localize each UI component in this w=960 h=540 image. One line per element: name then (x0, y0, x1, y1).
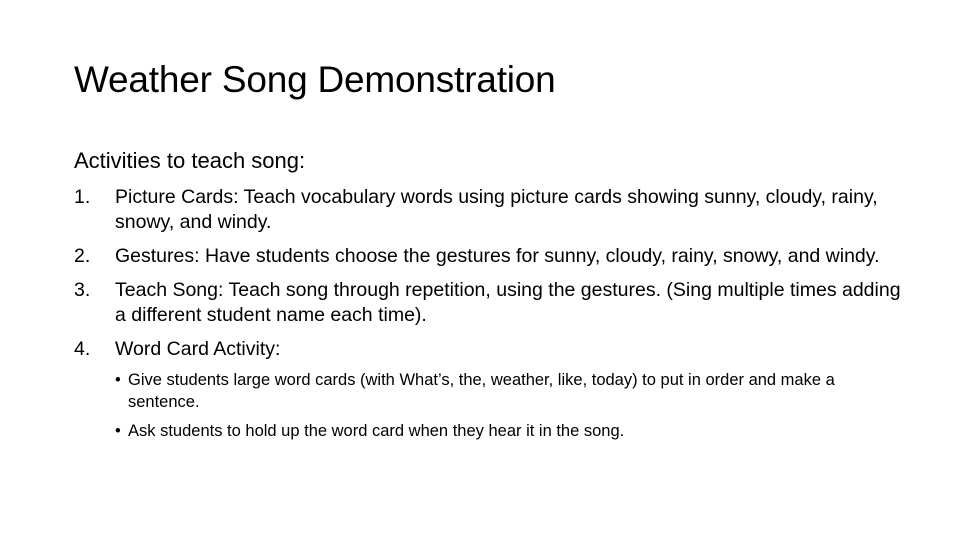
activity-step (74, 185, 904, 235)
bullet-text: Ask students to hold up the word card when they hear it in the song. (128, 422, 625, 440)
activity-steps-list (74, 185, 904, 442)
bullet-item (115, 369, 898, 413)
step-number: 1. (74, 186, 91, 208)
bullet-text: Give students large word cards (with What’s, the, weather, like, today) to put in order and make a sentence. (128, 371, 835, 411)
step-number: 3. (74, 279, 91, 301)
slide-body (74, 145, 904, 451)
step-text: Gestures: Have students choose the gestures for sunny, cloudy, rainy, snowy, and windy. (115, 245, 880, 267)
bullet-marker: • (115, 422, 121, 440)
activity-step (74, 337, 904, 442)
step-text: Teach Song: Teach song through repetition, using the gestures. (Sing multiple times adding a different student name each time). (115, 279, 901, 326)
activity-step (74, 244, 904, 269)
step-number: 4. (74, 338, 91, 360)
bullet-marker: • (115, 371, 121, 389)
activities-heading: Activities to teach song: (74, 148, 306, 173)
step-number: 2. (74, 245, 91, 267)
word-card-bullets (115, 369, 904, 442)
bullet-item (115, 420, 898, 442)
step-text: Word Card Activity: (115, 338, 281, 360)
slide-title: Weather Song Demonstration (74, 59, 556, 100)
step-text: Picture Cards: Teach vocabulary words using picture cards showing sunny, cloudy, rainy, snowy, and windy. (115, 186, 878, 233)
activity-step (74, 278, 904, 328)
